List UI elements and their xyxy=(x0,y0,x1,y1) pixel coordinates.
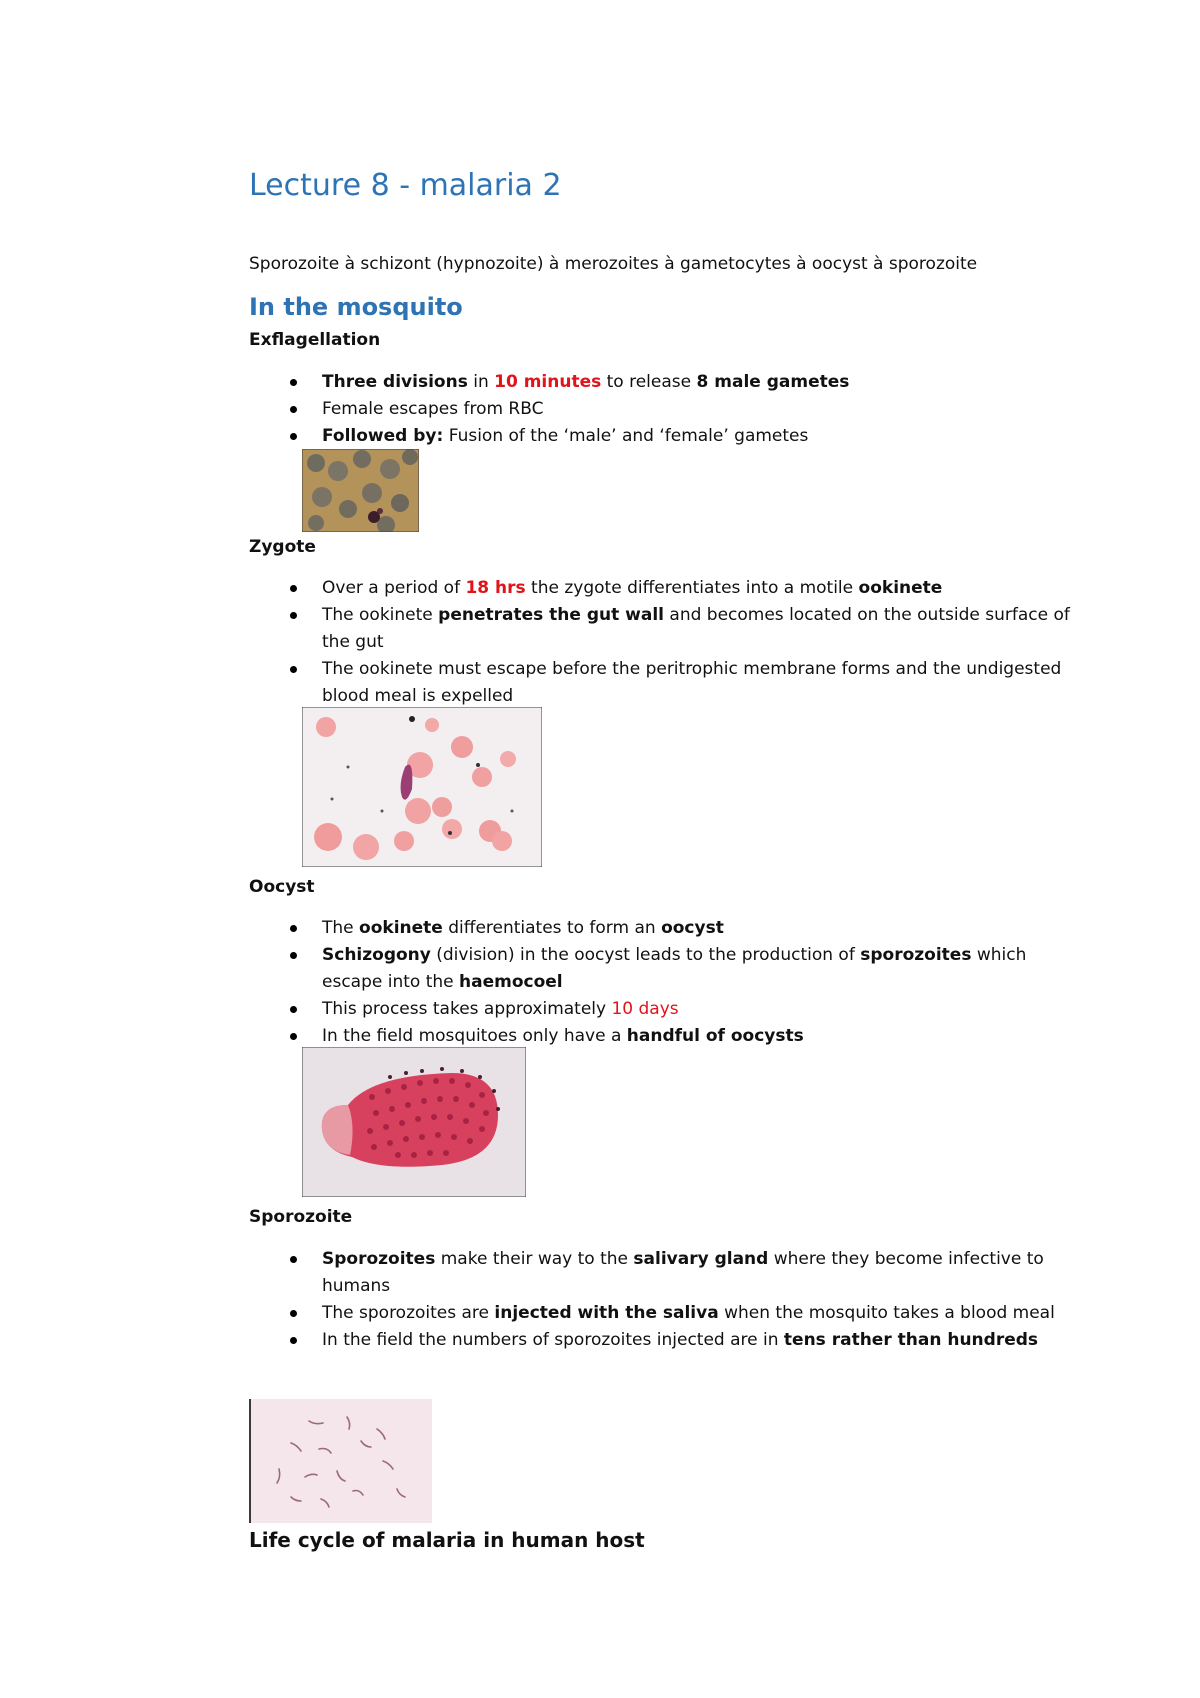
sporozoite-micrograph xyxy=(249,1399,432,1523)
text: which escape into the xyxy=(322,945,1027,992)
list-item xyxy=(290,996,1070,1023)
list-item xyxy=(290,575,1070,602)
text: where they become infective to humans xyxy=(322,1249,1044,1296)
oocyst-micrograph xyxy=(302,1047,526,1197)
text: differentiates to form an xyxy=(442,918,662,938)
highlight-text: 10 days xyxy=(611,999,679,1019)
zygote-heading: Zygote xyxy=(249,537,316,557)
bold-text: oocyst xyxy=(661,918,724,938)
life-cycle-line: Sporozoite à schizont (hypnozoite) à merozoites à gametocytes à oocyst à sporozoite xyxy=(249,254,978,274)
text: The ookinete must escape before the peritrophic membrane forms and the undigested blood meal is expelled xyxy=(322,659,1062,706)
list-item xyxy=(290,1246,1070,1300)
bold-text: injected with the saliva xyxy=(494,1303,719,1323)
list-item xyxy=(290,396,1070,423)
text: and becomes located on the outside surface of the gut xyxy=(322,605,1070,652)
list-item xyxy=(290,1300,1070,1327)
list-item xyxy=(290,1023,1070,1050)
text: In the field the numbers of sporozoites injected are in xyxy=(322,1330,784,1350)
text: Fusion of the ‘male’ and ‘female’ gametes xyxy=(443,426,809,446)
bold-text: salivary gland xyxy=(633,1249,769,1269)
list-item xyxy=(290,602,1070,656)
section-heading: In the mosquito xyxy=(249,293,463,321)
list-item xyxy=(290,942,1070,996)
text: The sporozoites are xyxy=(322,1303,495,1323)
text: The ookinete xyxy=(322,605,439,625)
list-item xyxy=(290,423,1070,450)
sporozoite-list xyxy=(290,1246,1070,1354)
bold-text: 8 male gametes xyxy=(696,372,850,392)
highlight-text: 10 minutes xyxy=(494,372,602,392)
bold-text: tens rather than hundreds xyxy=(783,1330,1039,1350)
text: Over a period of xyxy=(322,578,466,598)
list-item xyxy=(290,915,1070,942)
bold-text: ookinete xyxy=(359,918,443,938)
text: Female escapes from RBC xyxy=(322,399,544,419)
text: (division) in the oocyst leads to the production of xyxy=(430,945,861,965)
sporozoite-heading: Sporozoite xyxy=(249,1207,353,1227)
bold-text: ookinete xyxy=(858,578,943,598)
bold-text: Three divisions xyxy=(322,372,468,392)
highlight-text: 18 hrs xyxy=(465,578,526,598)
text: in xyxy=(467,372,495,392)
text: to release xyxy=(601,372,697,392)
text: This process takes approximately xyxy=(322,999,612,1019)
zygote-list xyxy=(290,575,1070,710)
ookinete-micrograph xyxy=(302,707,542,867)
bold-text: sporozoites xyxy=(860,945,972,965)
bold-text: penetrates the gut wall xyxy=(438,605,664,625)
list-item xyxy=(290,369,1070,396)
life-cycle-heading: Life cycle of malaria in human host xyxy=(249,1528,645,1552)
page-title: Lecture 8 - malaria 2 xyxy=(249,168,562,203)
text: make their way to the xyxy=(435,1249,634,1269)
bold-text: haemocoel xyxy=(459,972,563,992)
bold-text: Schizogony xyxy=(322,945,431,965)
text: The xyxy=(322,918,360,938)
bold-text: Sporozoites xyxy=(322,1249,436,1269)
oocyst-heading: Oocyst xyxy=(249,877,315,897)
exflagellation-heading: Exflagellation xyxy=(249,330,381,350)
bold-text: Followed by: xyxy=(322,426,444,446)
list-item xyxy=(290,656,1070,710)
text: when the mosquito takes a blood meal xyxy=(718,1303,1055,1323)
exflagellation-micrograph xyxy=(302,449,419,532)
bold-text: handful of oocysts xyxy=(626,1026,804,1046)
list-item xyxy=(290,1327,1070,1354)
exflagellation-list xyxy=(290,369,1070,450)
text: the zygote differentiates into a motile xyxy=(525,578,859,598)
text: In the field mosquitoes only have a xyxy=(322,1026,627,1046)
oocyst-list xyxy=(290,915,1070,1050)
